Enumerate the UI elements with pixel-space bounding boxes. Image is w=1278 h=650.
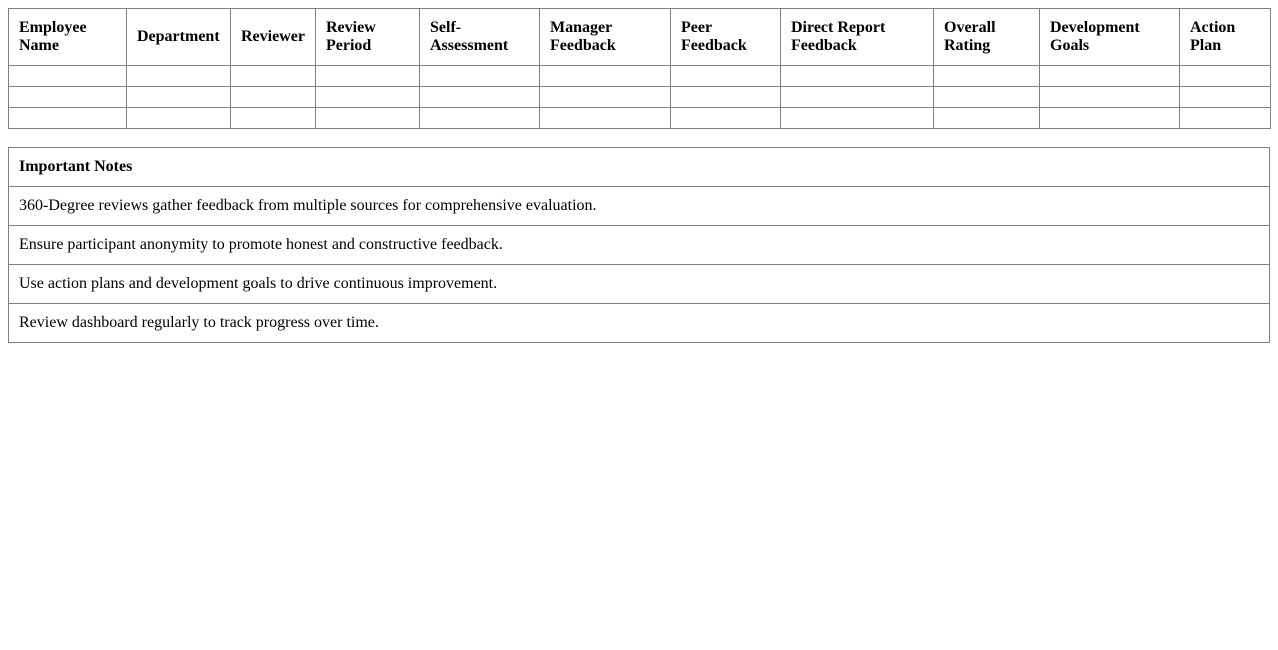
table-cell[interactable]	[781, 87, 934, 108]
table-cell[interactable]	[671, 66, 781, 87]
table-cell[interactable]	[127, 108, 231, 129]
notes-title: Important Notes	[9, 148, 1270, 187]
table-cell[interactable]	[934, 66, 1040, 87]
header-overall-rating: Overall Rating	[934, 9, 1040, 66]
note-row	[9, 304, 1270, 343]
table-cell[interactable]	[934, 87, 1040, 108]
table-cell[interactable]	[231, 66, 316, 87]
note-row	[9, 187, 1270, 226]
table-cell[interactable]	[9, 87, 127, 108]
table-cell[interactable]	[420, 87, 540, 108]
table-cell[interactable]	[127, 87, 231, 108]
table-cell[interactable]	[781, 66, 934, 87]
header-manager-feedback: Manager Feedback	[540, 9, 671, 66]
table-cell[interactable]	[1180, 66, 1271, 87]
header-action-plan: Action Plan	[1180, 9, 1271, 66]
table-cell[interactable]	[540, 108, 671, 129]
header-self-assessment: Self-Assessment	[420, 9, 540, 66]
header-development-goals: Development Goals	[1040, 9, 1180, 66]
table-cell[interactable]	[671, 108, 781, 129]
table-cell[interactable]	[540, 87, 671, 108]
table-row	[9, 87, 1271, 108]
note-row	[9, 265, 1270, 304]
review-table	[8, 8, 1271, 129]
table-cell[interactable]	[231, 87, 316, 108]
header-department: Department	[127, 9, 231, 66]
table-cell[interactable]	[9, 108, 127, 129]
table-cell[interactable]	[127, 66, 231, 87]
header-employee-name: Employee Name	[9, 9, 127, 66]
table-cell[interactable]	[934, 108, 1040, 129]
table-cell[interactable]	[316, 66, 420, 87]
header-row	[9, 9, 1271, 66]
table-cell[interactable]	[781, 108, 934, 129]
table-row	[9, 66, 1271, 87]
table-cell[interactable]	[316, 87, 420, 108]
header-review-period: Review Period	[316, 9, 420, 66]
header-peer-feedback: Peer Feedback	[671, 9, 781, 66]
header-reviewer: Reviewer	[231, 9, 316, 66]
table-row	[9, 108, 1271, 129]
table-cell[interactable]	[1040, 66, 1180, 87]
table-cell[interactable]	[1180, 108, 1271, 129]
table-cell[interactable]	[420, 66, 540, 87]
table-cell[interactable]	[1040, 108, 1180, 129]
table-cell[interactable]	[420, 108, 540, 129]
table-cell[interactable]	[9, 66, 127, 87]
note-item: 360-Degree reviews gather feedback from multiple sources for comprehensive evaluation.	[9, 187, 1270, 226]
page-content	[8, 8, 1270, 343]
table-cell[interactable]	[231, 108, 316, 129]
note-row	[9, 226, 1270, 265]
table-cell[interactable]	[671, 87, 781, 108]
header-direct-report-feedback: Direct Report Feedback	[781, 9, 934, 66]
table-cell[interactable]	[1040, 87, 1180, 108]
note-item: Use action plans and development goals to drive continuous improvement.	[9, 265, 1270, 304]
table-cell[interactable]	[540, 66, 671, 87]
notes-table	[8, 147, 1270, 343]
table-cell[interactable]	[316, 108, 420, 129]
note-item: Ensure participant anonymity to promote honest and constructive feedback.	[9, 226, 1270, 265]
table-cell[interactable]	[1180, 87, 1271, 108]
notes-header-row	[9, 148, 1270, 187]
note-item: Review dashboard regularly to track progress over time.	[9, 304, 1270, 343]
